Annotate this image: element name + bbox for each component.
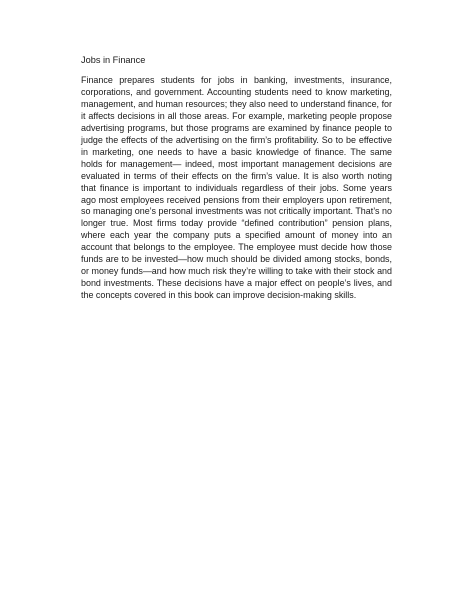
document-title: Jobs in Finance — [81, 55, 146, 65]
document-body-paragraph: Finance prepares students for jobs in banking, investments, insurance, corporations, and government. Accounting students need to know marketing, management, and human resources; they also need to understand finance, for it affects decisions in all those areas. For example, marketing people propose advertising programs, but those programs are examined by finance people to judge the effects of the advertising on the firm’s profitability. So to be effective in marketing, one needs to have a basic knowledge of finance. The same holds for management— indeed, most important management decisions are evaluated in terms of their effects on the firm’s value. It is also worth noting that finance is important to individuals regardless of their jobs. Some years ago most employees received pensions from their employers upon retirement, so managing one’s personal investments was not critically important. That’s no longer true. Most firms today provide “defined contribution” pension plans, where each year the company puts a specified amount of money into an account that belongs to the employee. The employee must decide how those funds are to be invested—how much should be divided among stocks, bonds, or money funds—and how much risk they’re willing to take with their stock and bond investments. These decisions have a major effect on people’s lives, and the concepts covered in this book can improve decision-making skills. — [81, 75, 392, 301]
document-content — [81, 54, 392, 302]
